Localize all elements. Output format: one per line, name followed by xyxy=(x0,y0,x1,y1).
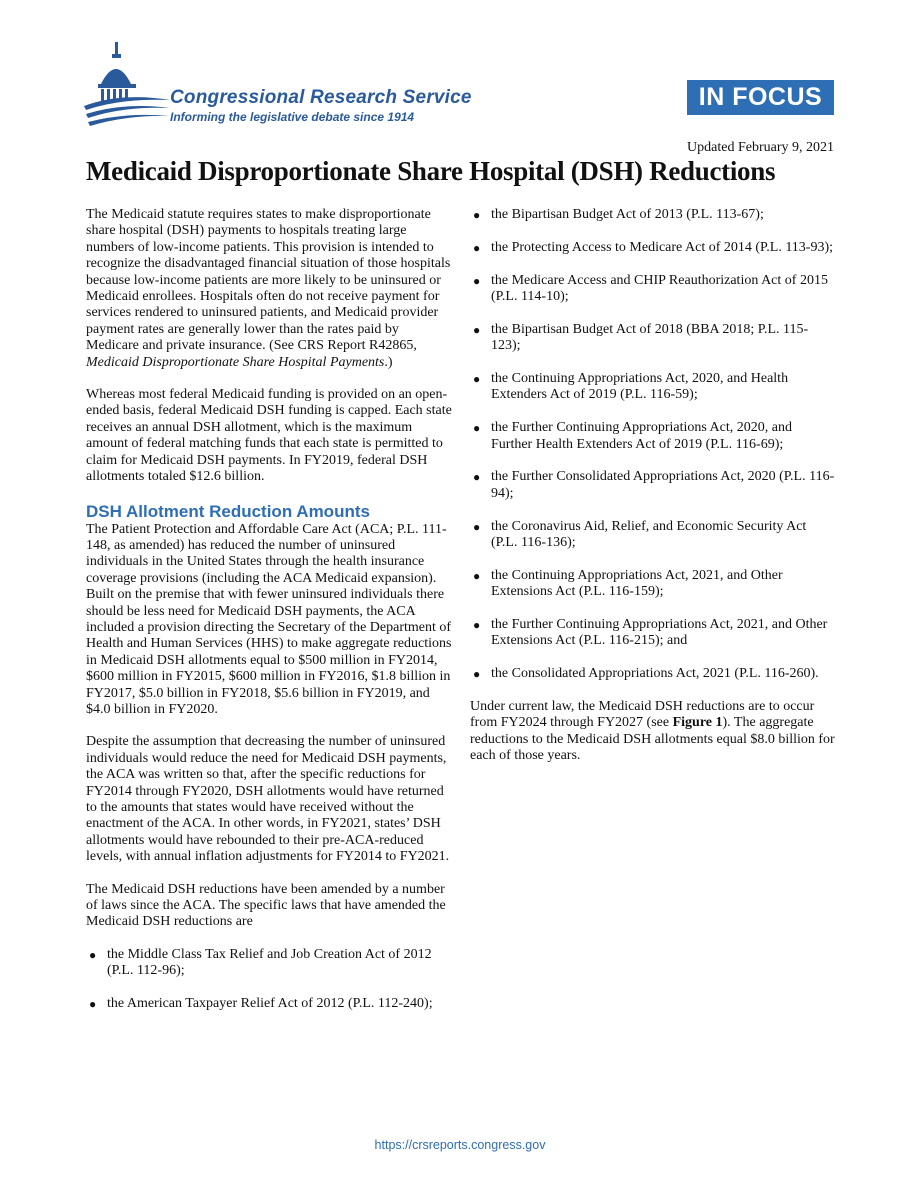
updated-date: Updated February 9, 2021 xyxy=(687,140,834,155)
bullet-icon: ● xyxy=(473,208,481,222)
bullet-icon: ● xyxy=(473,240,481,255)
figure-reference-link[interactable]: Figure 1 xyxy=(672,715,723,731)
list-item xyxy=(470,666,836,682)
section-heading: DSH Allotment Reduction Amounts xyxy=(86,501,370,521)
list-item-text: the Coronavirus Aid, Relief, and Economic Security Act (P.L. 116-136); xyxy=(491,518,807,551)
list-item-text: the Continuing Appropriations Act, 2021, and Other Extensions Act (P.L. 116-159); xyxy=(491,567,783,600)
org-tagline: Informing the legislative debate since 1914 xyxy=(170,110,415,124)
capitol-dome-icon xyxy=(82,40,172,130)
amendments-paragraph: The Medicaid DSH reductions have been amended by a number of laws since the ACA. The specific laws that have amended the Medicaid DSH reductions are xyxy=(86,881,446,930)
list-item-text: the Continuing Appropriations Act, 2020, and Health Extenders Act of 2019 (P.L. 116-59); xyxy=(491,371,789,403)
list-item xyxy=(470,207,836,223)
bullet-icon: ● xyxy=(89,997,97,1012)
list-item-text: the Further Continuing Appropriations Act, 2020, and Further Health Extenders Act of 2019 (P.L. 116-69); xyxy=(491,420,792,452)
list-item-text: the Further Continuing Appropriations Act, 2021, and Other Extensions Act (P.L. 116-215); and xyxy=(491,617,828,649)
bullet-icon: ● xyxy=(473,618,481,633)
list-item-text: the Bipartisan Budget Act of 2018 (BBA 2018; P.L. 115-123); xyxy=(491,321,809,354)
closing-paragraph xyxy=(470,699,836,765)
intro-text: The Medicaid statute requires states to make disproportionate share hospital (DSH) payments to hospitals treating large numbers of low-income patients. This provision is intended to recognize the disadvantaged financial situation of those hospitals because low-income patients are more likely to be uninsured or Medicaid enrollees. Hospitals often do not receive payment for services rendered to uninsured patients, and Medicaid provider payment rates are generally lower than the rates paid by Medicare and private insurance. (See CRS Report R42865, xyxy=(86,207,451,354)
page-title: Medicaid Disproportionate Share Hospital (DSH) Reductions xyxy=(86,156,776,186)
footer-url-link[interactable]: https://crsreports.congress.gov xyxy=(374,1138,546,1152)
org-name: Congressional Research Service xyxy=(170,87,472,108)
bullet-icon: ● xyxy=(473,372,481,386)
bullet-icon: ● xyxy=(473,421,481,436)
list-item xyxy=(470,469,836,502)
list-item-text: the Middle Class Tax Relief and Job Creation Act of 2012 (P.L. 112-96); xyxy=(107,946,432,979)
intro-end: .) xyxy=(384,354,393,370)
assumption-paragraph: Despite the assumption that decreasing the number of uninsured individuals would reduce the need for Medicaid DSH payments, the ACA was written so that, after the specific reductions for FY2014 through FY2020, DSH allotments would have returned to the amounts that states would have received without the enactment of the ACA. In other words, in FY2021, states’ DSH allotments would have rebounded to their pre-ACA-reduced levels, with annual inflation adjustments for FY2014 to FY2021. xyxy=(86,734,450,865)
bullet-icon: ● xyxy=(473,519,481,534)
bullet-icon: ● xyxy=(473,273,481,288)
bullet-icon: ● xyxy=(473,470,481,485)
report-title-link: Medicaid Disproportionate Share Hospital Payments xyxy=(86,354,385,370)
list-item xyxy=(470,568,836,601)
list-item xyxy=(470,371,836,404)
left-column xyxy=(86,207,452,1029)
aca-paragraph: The Patient Protection and Affordable Care Act (ACA; P.L. 111-148, as amended) has reduced the number of uninsured individuals in the United States through the health insurance coverage provisions (including the ACA Medicaid expansion). Built on the premise that with fewer uninsured individuals there should be less need for Medicaid DSH payments, the ACA included a provision directing the Secretary of the Department of Health and Human Services (HHS) to make aggregate reductions in Medicaid DSH allotments equal to $500 million in FY2014, $600 million in FY2015, $600 million in FY2016, $1.8 billion in FY2017, $5.0 billion in FY2018, $5.6 billion in FY2019, and $4.0 billion in FY2020. xyxy=(86,521,452,717)
list-item-text: the Protecting Access to Medicare Act of 2014 (P.L. 113-93); xyxy=(491,239,834,255)
crs-logo xyxy=(82,40,502,140)
funding-paragraph: Whereas most federal Medicaid funding is provided on an open-ended basis, federal Medicaid DSH funding is capped. Each state receives an annual DSH allotment, which is the maximum amount of federal matching funds that each state is permitted to claim for Medicaid DSH payments. In FY2019, federal DSH allotments totaled $12.6 billion. xyxy=(86,387,452,485)
list-item xyxy=(470,420,836,453)
list-item xyxy=(470,617,836,650)
bullet-icon: ● xyxy=(473,568,481,583)
right-law-list xyxy=(470,207,836,683)
list-item-text: the American Taxpayer Relief Act of 2012 (P.L. 112-240); xyxy=(107,996,433,1012)
list-item xyxy=(470,240,836,256)
list-item xyxy=(470,322,836,355)
list-item-text: the Medicare Access and CHIP Reauthorization Act of 2015 (P.L. 114-10); xyxy=(491,272,828,304)
closing-end: ). The aggregate reductions to the Medicaid DSH allotments equal $8.0 billion for each of those years. xyxy=(470,715,835,764)
list-item-text: the Bipartisan Budget Act of 2013 (P.L. 113-67); xyxy=(491,207,764,222)
bullet-icon: ● xyxy=(473,322,481,337)
right-column xyxy=(470,207,836,765)
list-item-text: the Further Consolidated Appropriations Act, 2020 (P.L. 116-94); xyxy=(491,469,835,501)
left-law-list xyxy=(86,947,452,1013)
in-focus-badge: IN FOCUS xyxy=(687,80,834,115)
list-item xyxy=(86,996,452,1012)
closing-text: Under current law, the Medicaid DSH reductions are to occur from FY2024 through FY2027 (see xyxy=(470,699,815,731)
intro-paragraph xyxy=(86,207,452,371)
list-item xyxy=(470,519,836,552)
list-item xyxy=(86,947,452,980)
bullet-icon: ● xyxy=(473,667,481,682)
list-item-text: the Consolidated Appropriations Act, 2021 (P.L. 116-260). xyxy=(491,666,819,682)
list-item xyxy=(470,273,836,306)
bullet-icon: ● xyxy=(89,947,97,962)
